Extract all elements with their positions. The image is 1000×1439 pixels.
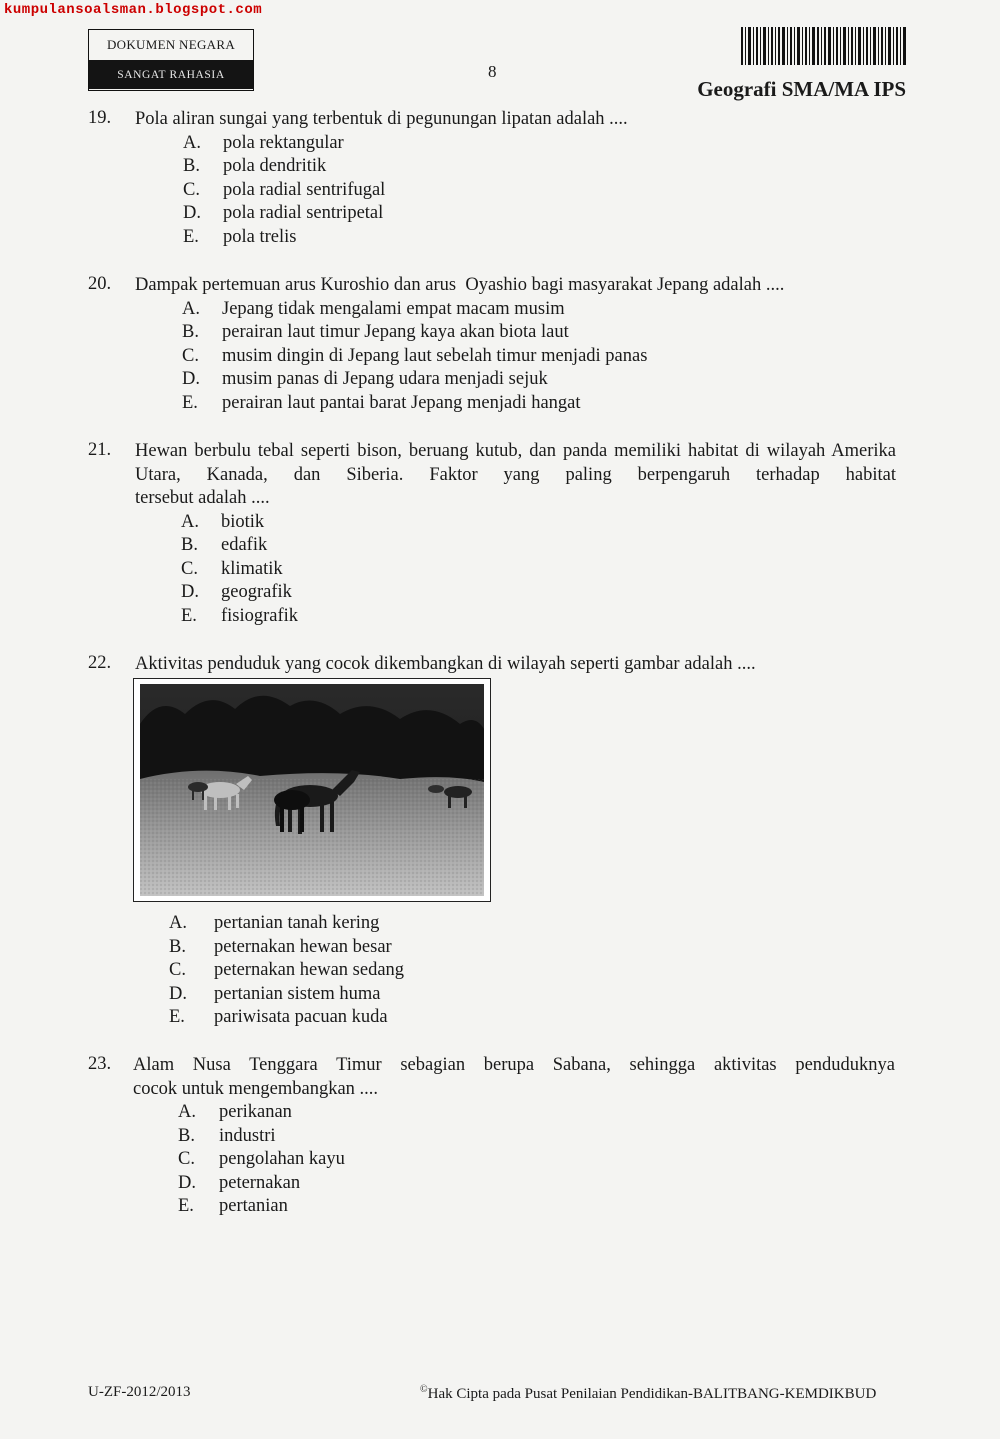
copyright-mark: ©	[420, 1384, 428, 1395]
watermark-url: kumpulansoalsman.blogspot.com	[4, 2, 263, 18]
option-text: pertanian	[219, 1196, 288, 1216]
question-text-last-line: cocok untuk mengembangkan ....	[133, 1078, 379, 1099]
option-text: perairan laut pantai barat Jepang menjadi hangat	[222, 392, 581, 413]
option-text: industri	[219, 1125, 276, 1146]
option-letter: D.	[182, 369, 200, 389]
option-letter: E.	[183, 226, 199, 247]
page-number: 8	[488, 62, 497, 81]
option-text: pola dendritik	[223, 156, 327, 176]
option-text: pertanian tanah kering	[214, 913, 380, 933]
option-text: pertanian sistem huma	[214, 983, 381, 1004]
option-text: peternakan	[219, 1172, 301, 1193]
option-text: pola radial sentripetal	[223, 203, 384, 223]
doc-label-top: DOKUMEN NEGARA	[89, 30, 253, 60]
option-text: edafik	[221, 535, 268, 555]
option-letter: C.	[183, 179, 200, 200]
option-text: geografik	[221, 582, 292, 602]
classification-box	[88, 29, 254, 91]
option-text: pola radial sentrifugal	[223, 179, 386, 200]
option-letter: A.	[178, 1102, 196, 1122]
option-letter: C.	[169, 960, 186, 980]
option-letter: B.	[182, 322, 199, 342]
option-text: Jepang tidak mengalami empat macam musim	[222, 298, 565, 319]
option-text: perikanan	[219, 1102, 292, 1122]
document-code: U-ZF-2012/2013	[88, 1384, 191, 1400]
barcode-icon	[741, 27, 906, 65]
option-text: perairan laut timur Jepang kaya akan biota laut	[222, 322, 569, 342]
question-text: Aktivitas penduduk yang cocok dikembangkan di wilayah seperti gambar adalah ....	[135, 654, 756, 674]
question-text-last-line: tersebut adalah ....	[135, 488, 270, 508]
question-text: Pola aliran sungai yang terbentuk di pegunungan lipatan adalah ....	[135, 109, 628, 129]
option-letter: D.	[183, 203, 201, 223]
option-letter: A.	[182, 298, 200, 319]
option-letter: E.	[182, 392, 198, 413]
option-text: peternakan hewan sedang	[214, 960, 405, 980]
option-letter: E.	[178, 1196, 194, 1216]
option-letter: B.	[169, 936, 186, 957]
option-letter: E.	[169, 1007, 185, 1027]
option-letter: B.	[178, 1125, 195, 1146]
question-text: Hewan berbulu tebal seperti bison, beruang kutub, dan panda memiliki habitat di wilayah Amerika Utara, Kanada, dan Siberia. Faktor yang paling berpengaruh terhadap habitat	[135, 441, 896, 485]
option-letter: D.	[169, 983, 187, 1004]
question-number: 22.	[88, 653, 112, 673]
option-letter: D.	[181, 582, 199, 602]
copyright-notice	[420, 1384, 876, 1403]
option-letter: C.	[181, 558, 198, 579]
option-letter: C.	[178, 1149, 195, 1169]
option-text: musim panas di Jepang udara menjadi sejuk	[222, 369, 548, 389]
option-text: pengolahan kayu	[219, 1149, 345, 1169]
option-letter: A.	[169, 913, 187, 933]
option-text: fisiografik	[221, 605, 299, 626]
question-number: 21.	[88, 440, 112, 460]
option-letter: A.	[181, 511, 199, 532]
option-text: musim dingin di Jepang laut sebelah timur menjadi panas	[222, 345, 648, 366]
option-letter: D.	[178, 1172, 196, 1193]
question-number: 23.	[88, 1054, 112, 1074]
question-number: 19.	[88, 108, 112, 128]
option-text: klimatik	[221, 558, 283, 579]
option-letter: C.	[182, 345, 199, 366]
question-text: Alam Nusa Tenggara Timur sebagian berupa Sabana, sehingga aktivitas penduduknya	[133, 1055, 895, 1075]
option-text: pola trelis	[223, 226, 297, 247]
option-text: biotik	[221, 511, 265, 532]
photo-image	[140, 684, 484, 896]
doc-label-bottom: SANGAT RAHASIA	[89, 60, 253, 89]
option-text: peternakan hewan besar	[214, 936, 392, 957]
option-letter: B.	[181, 535, 198, 555]
copyright-text: Hak Cipta pada Pusat Penilaian Pendidikan-BALITBANG-KEMDIKBUD	[427, 1386, 877, 1402]
option-letter: B.	[183, 156, 200, 176]
subject-title: Geografi SMA/MA IPS	[697, 77, 906, 101]
question-text: Dampak pertemuan arus Kuroshio dan arus Oyashio bagi masyarakat Jepang adalah ....	[135, 275, 785, 295]
option-text: pola rektangular	[223, 132, 344, 153]
option-text: pariwisata pacuan kuda	[214, 1007, 388, 1027]
option-letter: A.	[183, 132, 201, 153]
grassland-horses-photo	[133, 678, 491, 902]
question-number: 20.	[88, 274, 112, 294]
option-letter: E.	[181, 605, 197, 626]
